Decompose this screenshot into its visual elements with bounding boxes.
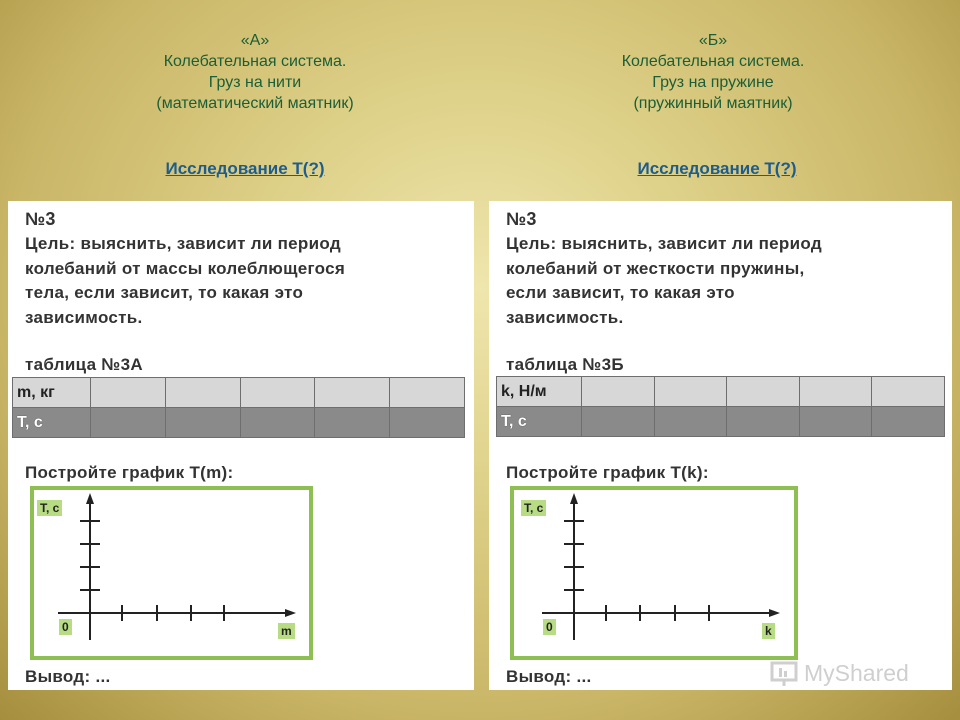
table-cell[interactable] — [165, 378, 240, 408]
table-cell[interactable] — [872, 377, 945, 407]
table-cell[interactable] — [872, 407, 945, 437]
axes-a — [34, 490, 309, 656]
task-card-b — [489, 201, 952, 690]
table-cell[interactable] — [727, 407, 800, 437]
x-axis-label: m — [278, 623, 295, 639]
table-cell[interactable] — [390, 378, 465, 408]
task-number: №3 — [25, 209, 56, 229]
y-axis-label: T, с — [521, 500, 546, 516]
column-b-research-link[interactable]: Исследование Т(?) — [637, 159, 797, 178]
table-cell[interactable] — [654, 377, 727, 407]
build-graph-label: Постройте график T(k): — [506, 463, 709, 482]
column-a-heading-line: Колебательная система. — [163, 53, 347, 70]
table-label: таблица №3А — [25, 355, 143, 374]
table-cell[interactable] — [91, 378, 166, 408]
watermark — [770, 656, 930, 690]
table-cell[interactable] — [315, 408, 390, 438]
column-a-letter: «А» — [240, 32, 270, 49]
column-a-heading — [90, 30, 420, 114]
table-row — [497, 377, 945, 407]
graph-frame-b — [510, 486, 798, 660]
table-label: таблица №3Б — [506, 355, 624, 374]
table-cell[interactable] — [799, 407, 872, 437]
table-cell[interactable] — [165, 408, 240, 438]
column-b-heading-line: (пружинный маятник) — [633, 95, 793, 112]
y-axis-label: T, с — [37, 500, 62, 516]
row-header: T, с — [497, 407, 582, 437]
task-goal: Цель: выяснить, зависит ли период колебаний от массы колеблющегося тела, если зависит, то какая это зависимость. — [25, 234, 346, 327]
task-goal: Цель: выяснить, зависит ли период колебаний от жесткости пружины, если зависит, то какая это зависимость. — [506, 234, 822, 327]
conclusion-label: Вывод: ... — [506, 667, 592, 686]
table-cell[interactable] — [582, 377, 655, 407]
origin-label: 0 — [59, 619, 72, 635]
data-table-a — [12, 377, 465, 438]
column-a-heading-line: (математический маятник) — [156, 95, 354, 112]
x-axis-label: k — [762, 623, 775, 639]
table-cell[interactable] — [315, 378, 390, 408]
data-table-b — [496, 376, 945, 437]
origin-label: 0 — [543, 619, 556, 635]
table-cell[interactable] — [799, 377, 872, 407]
table-cell[interactable] — [240, 408, 315, 438]
table-cell[interactable] — [240, 378, 315, 408]
watermark-text: MyShared — [804, 660, 909, 686]
table-cell[interactable] — [654, 407, 727, 437]
x-axis-arrow — [285, 609, 296, 617]
task-number: №3 — [506, 209, 537, 229]
column-b-heading-line: Груз на пружине — [652, 74, 774, 91]
x-axis-arrow — [769, 609, 780, 617]
presentation-icon — [770, 659, 800, 687]
graph-frame-a — [30, 486, 313, 660]
column-a-research-link[interactable]: Исследование Т(?) — [165, 159, 325, 178]
table-row — [497, 407, 945, 437]
task-card-a — [8, 201, 474, 690]
table-cell[interactable] — [727, 377, 800, 407]
y-axis-arrow — [570, 493, 578, 504]
table-row — [13, 378, 465, 408]
column-b-heading-line: Колебательная система. — [621, 53, 805, 70]
build-graph-label: Постройте график T(m): — [25, 463, 234, 482]
column-a-heading-line: Груз на нити — [208, 74, 302, 91]
table-cell[interactable] — [91, 408, 166, 438]
table-cell[interactable] — [390, 408, 465, 438]
column-b-letter: «Б» — [698, 32, 728, 49]
row-header: k, Н/м — [497, 377, 582, 407]
conclusion-label: Вывод: ... — [25, 667, 111, 686]
y-axis-arrow — [86, 493, 94, 504]
row-header: T, с — [13, 408, 91, 438]
table-cell[interactable] — [582, 407, 655, 437]
row-header: m, кг — [13, 378, 91, 408]
axes-b — [514, 490, 794, 656]
column-b-heading — [548, 30, 878, 114]
table-row — [13, 408, 465, 438]
